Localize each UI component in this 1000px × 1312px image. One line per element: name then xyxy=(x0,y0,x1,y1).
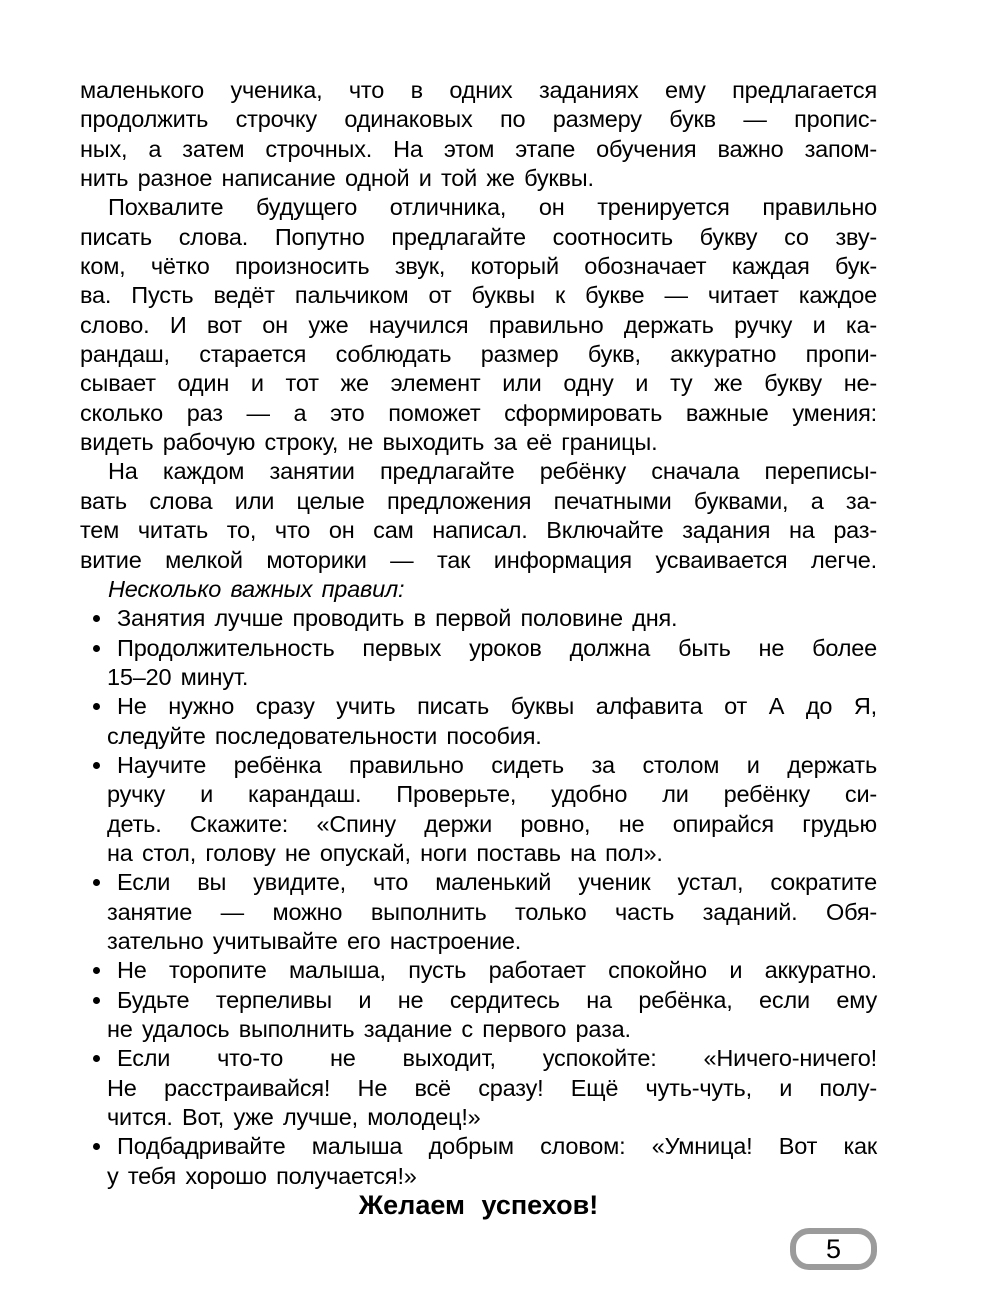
text-line: видеть рабочую строку, не выходить за её границы. xyxy=(80,429,658,456)
bullet-icon xyxy=(93,645,100,652)
text-line: ручку и карандаш. Проверьте, удобно ли ребёнку си- xyxy=(107,781,877,808)
bullet-item xyxy=(80,1132,877,1191)
bullet-item xyxy=(80,986,877,1045)
bullet-icon xyxy=(93,967,100,974)
bullet-item xyxy=(80,868,877,956)
text-line: Несколько важных правил: xyxy=(108,575,405,602)
bullet-icon xyxy=(93,762,100,769)
text-line: маленького ученика, что в одних заданиях ему предлагается xyxy=(80,77,877,103)
text-line: деть. Скажите: «Спину держи ровно, не опирайся грудью xyxy=(107,810,877,837)
text-line: следуйте последовательности пособия. xyxy=(107,722,542,749)
bullet-item xyxy=(80,692,877,751)
text-line: Не нужно сразу учить писать буквы алфавита от А до Я, xyxy=(117,693,877,720)
bullet-item xyxy=(80,751,877,868)
text-line: ва. Пусть ведёт пальчиком от буквы к букве — читает каждое xyxy=(80,282,877,309)
page-number: 5 xyxy=(825,1233,842,1264)
text-line: на стол, голову не опускай, ноги поставь на пол». xyxy=(107,839,663,866)
text-line: тем читать то, что он сам написал. Включайте задания на раз- xyxy=(80,517,877,544)
bullet-icon xyxy=(93,615,100,622)
text-line: Если что-то не выходит, успокойте: «Ничего-ничего! xyxy=(117,1045,877,1072)
closing-line xyxy=(80,1191,877,1220)
text-line: Подбадривайте малыша добрым словом: «Умница! Вот как xyxy=(117,1133,877,1160)
text-line: у тебя хорошо получается!» xyxy=(107,1162,417,1189)
text-line: Похвалите будущего отличника, он тренируется правильно xyxy=(108,194,877,221)
text-line: продолжить строчку одинаковых по размеру букв — пропис- xyxy=(80,106,877,133)
bullet-icon xyxy=(93,703,100,710)
text-line: Если вы увидите, что маленький ученик устал, сократите xyxy=(117,869,877,896)
page-text xyxy=(80,76,877,1220)
bullet-icon xyxy=(93,879,100,886)
paragraph xyxy=(80,193,877,457)
text-line: Занятия лучше проводить в первой половине дня. xyxy=(117,605,678,632)
bullet-item xyxy=(80,604,877,633)
text-line: сывает один и тот же элемент или одну и ту же букву не- xyxy=(80,370,877,397)
bullet-icon xyxy=(93,1143,100,1150)
bullet-item xyxy=(80,956,877,985)
text-line: Не торопите малыша, пусть работает спокойно и аккуратно. xyxy=(117,957,877,984)
text-line: вать слова или целые предложения печатными буквами, а за- xyxy=(80,487,877,514)
bullet-item xyxy=(80,1044,877,1132)
text-line: нить разное написание одной и той же буквы. xyxy=(80,165,594,192)
text-line: не удалось выполнить задание с первого раза. xyxy=(107,1016,631,1042)
text-line: 15–20 минут. xyxy=(107,663,249,690)
text-line: На каждом занятии предлагайте ребёнку сначала переписы- xyxy=(108,458,877,485)
text-line: Продолжительность первых уроков должна быть не более xyxy=(117,634,877,661)
text-line: писать слова. Попутно предлагайте соотносить букву со зву- xyxy=(80,223,877,250)
text-line: ком, чётко произносить звук, который обозначает каждая бук- xyxy=(80,253,877,280)
paragraph xyxy=(80,76,877,193)
text-line: сколько раз — а это поможет сформировать важные умения: xyxy=(80,399,877,426)
paragraph xyxy=(80,457,877,574)
text-line: ных, а затем строчных. На этом этапе обучения важно запом- xyxy=(80,135,877,162)
text-line: Будьте терпеливы и не сердитесь на ребёнка, если ему xyxy=(117,986,877,1013)
text-line: слово. И вот он уже научился правильно держать ручку и ка- xyxy=(80,311,877,338)
text-line: витие мелкой моторики — так информация усваивается легче. xyxy=(80,546,877,573)
text-line: рандаш, старается соблюдать размер букв, аккуратно пропи- xyxy=(80,341,877,368)
page-number-badge xyxy=(790,1228,877,1270)
bullet-icon xyxy=(93,1055,100,1062)
bullet-item xyxy=(80,634,877,693)
text-line: Научите ребёнка правильно сидеть за столом и держать xyxy=(117,751,877,778)
text-line: зательно учитывайте его настроение. xyxy=(107,927,522,954)
text-line: занятие — можно выполнить только часть заданий. Обя- xyxy=(107,898,877,925)
bullet-icon xyxy=(93,997,100,1004)
text-line: чится. Вот, уже лучше, молодец!» xyxy=(107,1104,481,1131)
text-line: Желаем успехов! xyxy=(358,1190,599,1221)
rules-heading xyxy=(80,575,877,604)
text-line: Не расстраивайся! Не всё сразу! Ещё чуть-чуть, и полу- xyxy=(107,1074,877,1101)
